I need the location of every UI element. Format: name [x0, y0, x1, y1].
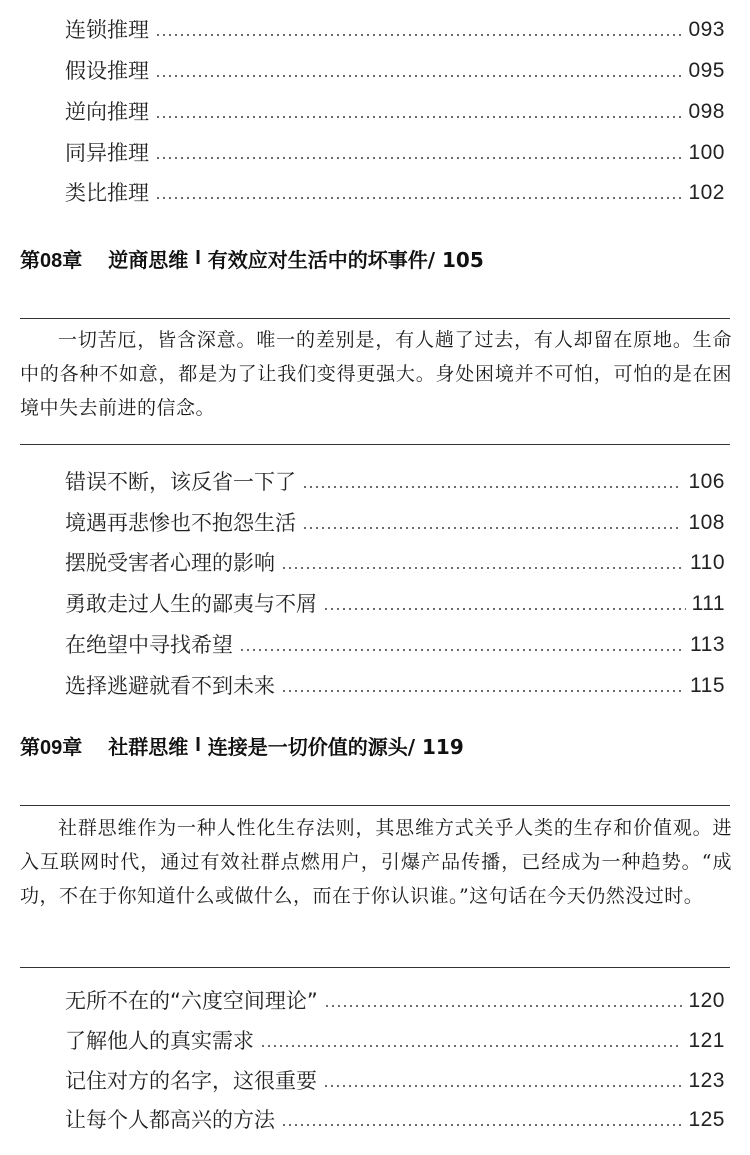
toc-entry[interactable]: [65, 506, 725, 540]
entry-page-number: 100: [688, 141, 725, 164]
toc-entry[interactable]: [65, 176, 725, 210]
toc-entry[interactable]: [65, 1103, 725, 1137]
dot-leader: [281, 1124, 682, 1126]
entry-title: 摆脱受害者心理的影响: [65, 551, 275, 575]
chapter-name: 社群思维: [108, 734, 189, 759]
entry-page-number: 113: [690, 633, 725, 656]
entry-page-number: 123: [688, 1069, 725, 1092]
dot-leader: [155, 75, 682, 77]
chapter-heading-08[interactable]: [20, 240, 730, 276]
dot-leader: [323, 1085, 682, 1087]
entry-page-number: 110: [690, 551, 725, 574]
quote-bottom-rule: [20, 967, 730, 968]
dot-leader: [324, 1005, 683, 1007]
entry-page-number: 125: [688, 1108, 725, 1131]
chapter-name: 逆商思维: [108, 247, 189, 272]
entry-page-number: 108: [688, 511, 725, 534]
dot-leader: [302, 486, 682, 488]
toc-entry[interactable]: [65, 54, 725, 88]
chapter-quote: 一切苦厄，皆含深意。唯一的差别是，有人趟了过去，有人却留在原地。生命中的各种不如意，都是为了让我们变得更强大。身处困境并不可怕，可怕的是在困境中失去前进的信念。: [20, 329, 732, 419]
entry-page-number: 093: [688, 18, 725, 41]
entry-page-number: 111: [691, 592, 725, 615]
entry-title: 境遇再悲惨也不抱怨生活: [65, 511, 296, 535]
toc-entry[interactable]: [65, 546, 725, 580]
chapter-subtitle: 有效应对生活中的坏事件/ 105: [207, 247, 484, 272]
quote-top-rule: [20, 805, 730, 806]
dot-leader: [155, 197, 682, 199]
entry-page-number: 120: [688, 989, 725, 1012]
toc-entry[interactable]: [65, 13, 725, 47]
dot-leader: [155, 116, 682, 118]
entry-title: 错误不断，该反省一下了: [65, 470, 296, 494]
dot-leader: [281, 567, 684, 569]
toc-entry[interactable]: [65, 984, 725, 1018]
entry-title: 同异推理: [65, 141, 149, 165]
toc-entry[interactable]: [65, 587, 725, 621]
entry-title: 假设推理: [65, 59, 149, 83]
toc-entry[interactable]: [65, 136, 725, 170]
dot-leader: [155, 34, 682, 36]
entry-title: 类比推理: [65, 181, 149, 205]
entry-title: 选择逃避就看不到未来: [65, 674, 275, 698]
entry-title: 逆向推理: [65, 100, 149, 124]
entry-title: 记住对方的名字，这很重要: [65, 1069, 317, 1093]
chapter-heading-09[interactable]: [20, 727, 730, 763]
entry-page-number: 102: [688, 181, 725, 204]
dot-leader: [323, 608, 686, 610]
dot-leader: [302, 527, 682, 529]
toc-entry[interactable]: [65, 669, 725, 703]
chapter-separator: I: [195, 246, 201, 269]
toc-entry[interactable]: [65, 628, 725, 662]
toc-entry[interactable]: [65, 465, 725, 499]
entry-title: 勇敢走过人生的鄙夷与不屑: [65, 592, 317, 616]
toc-entry[interactable]: [65, 95, 725, 129]
chapter-quote: 社群思维作为一种人性化生存法则，其思维方式关乎人类的生存和价值观。进入互联网时代，通过有效社群点燃用户，引爆产品传播，已经成为一种趋势。“成功，不在于你知道什么或做什么，而在于你认识谁。”这句话在今天仍然没过时。: [20, 817, 732, 907]
toc-entry[interactable]: [65, 1064, 725, 1098]
entry-title: 让每个人都高兴的方法: [65, 1108, 275, 1132]
entry-title: 无所不在的“六度空间理论”: [65, 989, 318, 1013]
quote-top-rule: [20, 318, 730, 319]
chapter-subtitle: 连接是一切价值的源头/ 119: [207, 734, 464, 759]
entry-title: 了解他人的真实需求: [65, 1029, 254, 1053]
entry-page-number: 095: [688, 59, 725, 82]
dot-leader: [260, 1045, 682, 1047]
chapter-separator: I: [195, 733, 201, 756]
dot-leader: [239, 649, 684, 651]
entry-page-number: 121: [688, 1029, 725, 1052]
toc-entry[interactable]: [65, 1024, 725, 1058]
chapter-number: 第09章: [20, 736, 83, 759]
entry-title: 在绝望中寻找希望: [65, 633, 233, 657]
dot-leader: [281, 690, 684, 692]
quote-bottom-rule: [20, 444, 730, 445]
entry-title: 连锁推理: [65, 18, 149, 42]
entry-page-number: 098: [688, 100, 725, 123]
dot-leader: [155, 157, 682, 159]
entry-page-number: 106: [688, 470, 725, 493]
chapter-number: 第08章: [20, 249, 83, 272]
entry-page-number: 115: [690, 674, 725, 697]
